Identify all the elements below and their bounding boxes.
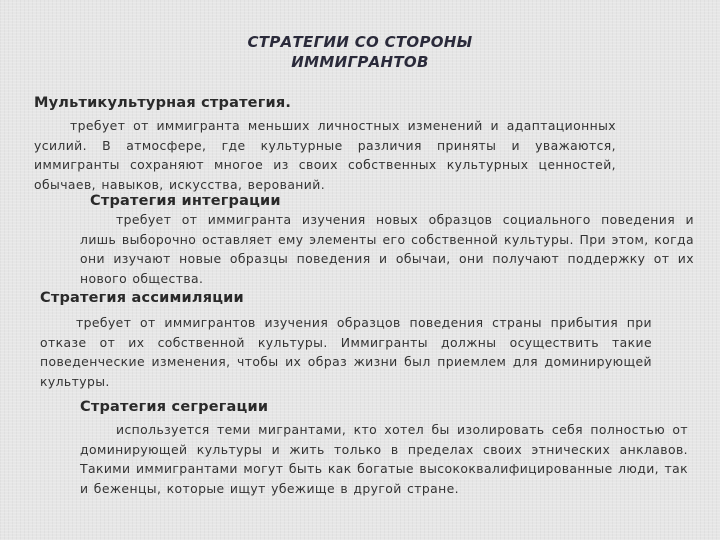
page-title-line-2: ИММИГРАНТОВ	[291, 53, 429, 71]
section-heading-assimilation: Стратегия ассимиляции	[40, 290, 244, 306]
section-heading-integration: Стратегия интеграции	[90, 193, 281, 209]
page-title-line-1: СТРАТЕГИИ СО СТОРОНЫ	[247, 33, 473, 51]
section-heading-segregation: Стратегия сегрегации	[80, 399, 269, 415]
section-integration	[80, 192, 694, 288]
section-segregation	[80, 398, 688, 498]
section-text-assimilation: требует от иммигрантов изучения образцов поведения страны прибытия при отказе от их собственной культуры. Иммигранты должны осуществить такие поведенческие изменения, чтобы их образ жизни был приемлем для доминирующей культуры.	[40, 315, 652, 389]
section-text-multicultural: требует от иммигранта меньших личностных изменений и адаптационных усилий. В атмосфере, где культурные различия приняты и уважаются, иммигранты сохраняют многое из своих собственных культурных ценностей, обычаев, навыков, искусства, верований.	[34, 118, 616, 192]
section-heading-multicultural: Мультикультурная стратегия.	[34, 95, 292, 111]
section-text-segregation: используется теми мигрантами, кто хотел бы изолировать себя полностью от доминирующей культуры и жить только в пределах своих этнических анклавов. Такими иммигрантами могут быть как богатые высококвалифицированные люди, так и беженцы, которые ищут убежище в другой стране.	[80, 422, 688, 496]
page-title	[0, 32, 720, 72]
section-assimilation	[40, 289, 652, 391]
section-multicultural	[34, 94, 616, 194]
section-text-integration: требует от иммигранта изучения новых образцов социального поведения и лишь выборочно оставляет ему элементы его собственной культуры. При этом, когда они изучают новые образцы поведения и обычаи, они получают поддержку от их нового общества.	[80, 212, 694, 286]
